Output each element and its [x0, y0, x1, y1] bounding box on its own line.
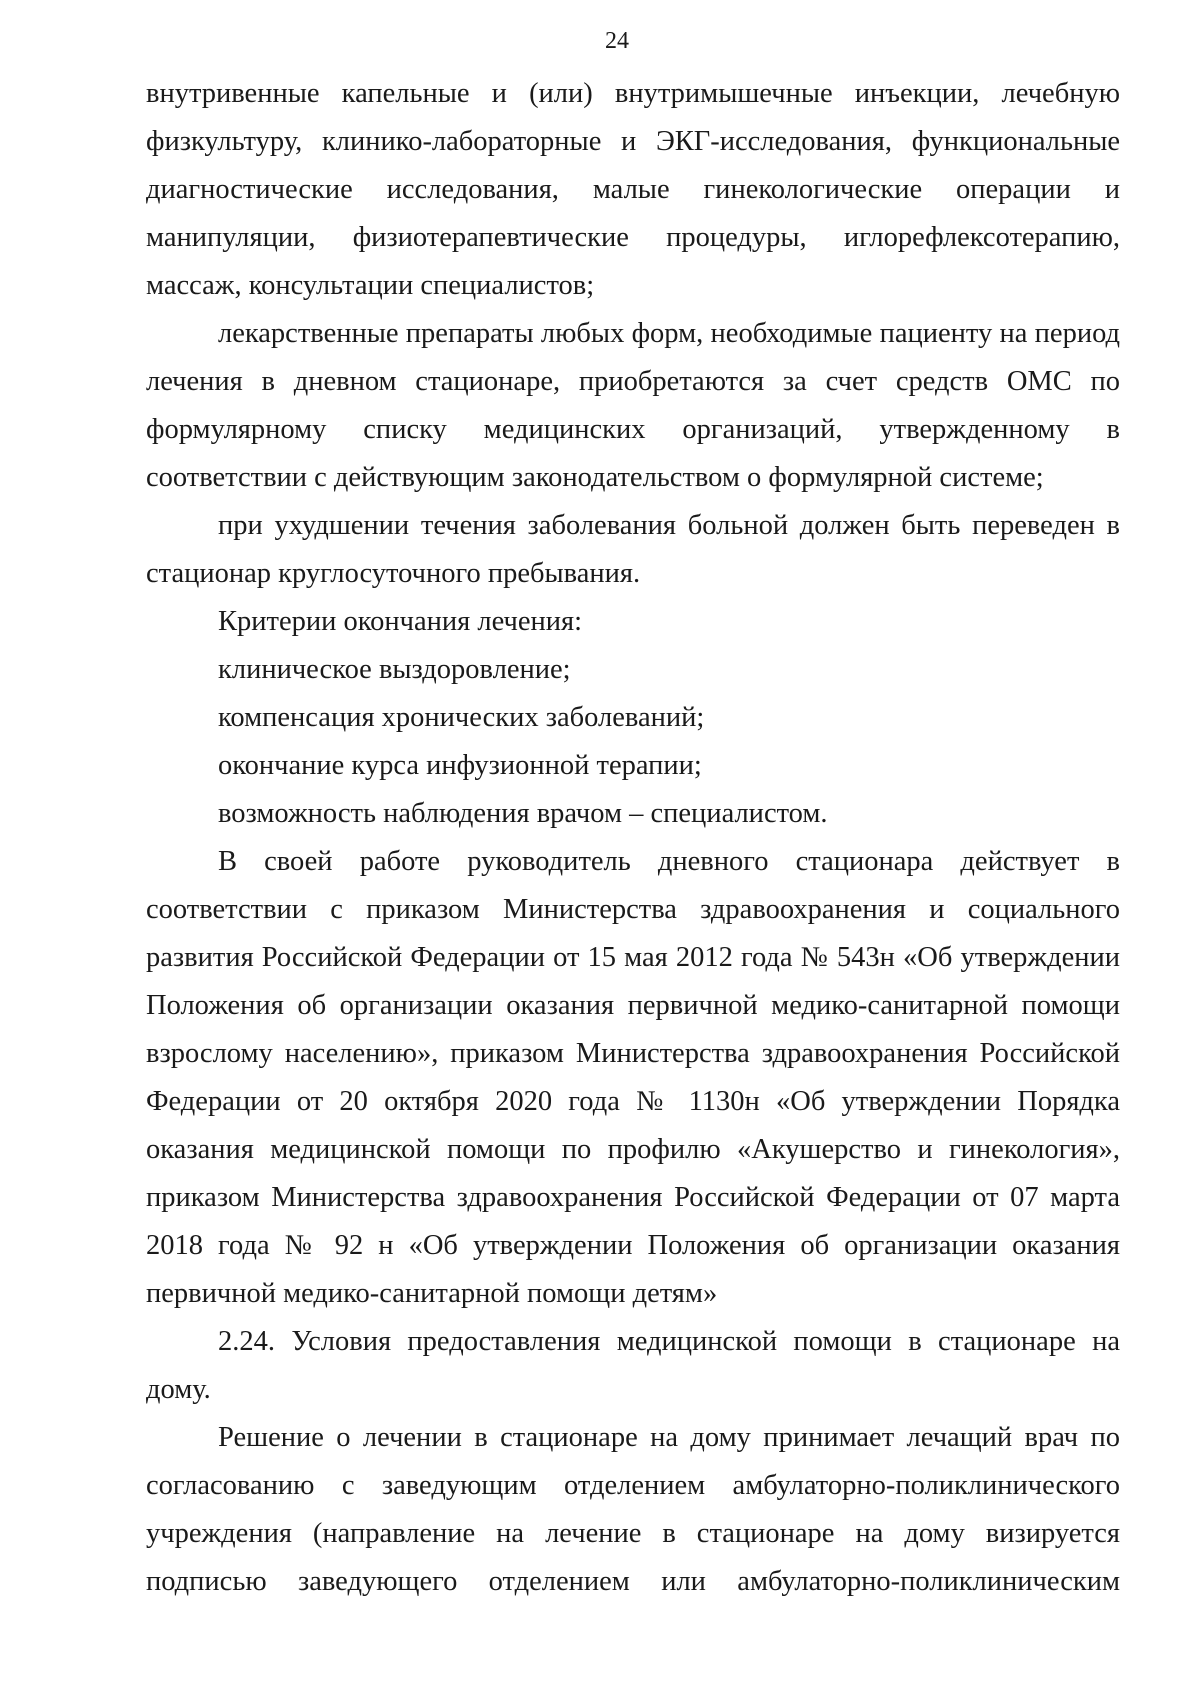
- criteria-item: окончание курса инфузионной терапии;: [218, 750, 702, 781]
- section-heading-2-24: 2.24. Условия предоставления медицинской помощи в стационаре на дому.: [146, 1326, 1120, 1405]
- paragraph-transfer: при ухудшении течения заболевания больной должен быть переведен в стационар круглосуточного пребывания.: [146, 510, 1120, 589]
- paragraph-medications: лекарственные препараты любых форм, необходимые пациенту на период лечения в дневном стационаре, приобретаются за счет средств ОМС по формулярному списку медицинских организаций, утвержденному в соответствии с действующим законодательством о формулярной системе;: [146, 318, 1120, 493]
- page-number: 24: [605, 28, 629, 54]
- document-body: [146, 70, 1120, 1606]
- criteria-item: клиническое выздоровление;: [218, 654, 571, 685]
- paragraph-services-list: внутривенные капельные и (или) внутримышечные инъекции, лечебную физкультуру, клинико-лабораторные и ЭКГ-исследования, функциональные диагностические исследования, малые гинекологические операции и манипуляции, физиотерапевтические процедуры, иглорефлексотерапию, массаж, консультации специалистов;: [146, 78, 1120, 301]
- paragraph-home-hospital-decision: Решение о лечении в стационаре на дому принимает лечащий врач по согласованию с заведующим отделением амбулаторно-поликлинического учреждения (направление на лечение в стационаре на дому визируется подписью заведующего отделением или амбулаторно-поликлиническим: [146, 1422, 1120, 1597]
- paragraph-orders: В своей работе руководитель дневного стационара действует в соответствии с приказом Министерства здравоохранения и социального развития Российской Федерации от 15 мая 2012 года № 543н «Об утверждении Положения об организации оказания первичной медико-санитарной помощи взрослому населению», приказом Министерства здравоохранения Российской Федерации от 20 октября 2020 года № 1130н «Об утверждении Порядка оказания медицинской помощи по профилю «Акушерство и гинекология», приказом Министерства здравоохранения Российской Федерации от 07 марта 2018 года № 92 н «Об утверждении Положения об организации оказания первичной медико-санитарной помощи детям»: [146, 846, 1120, 1309]
- paragraph-criteria-heading: Критерии окончания лечения:: [218, 606, 583, 637]
- criteria-item: возможность наблюдения врачом – специалистом.: [218, 798, 828, 829]
- criteria-item: компенсация хронических заболеваний;: [218, 702, 705, 733]
